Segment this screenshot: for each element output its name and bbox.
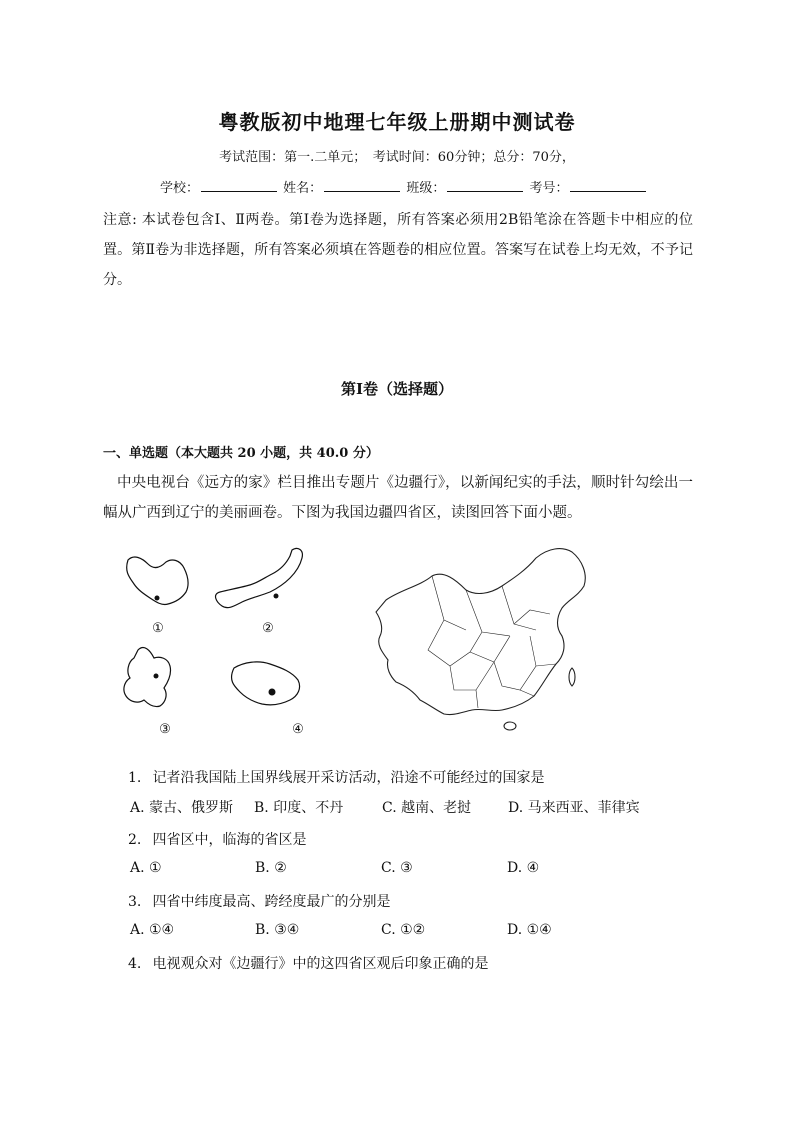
question-3 (128, 891, 390, 911)
class-label: 班级： (406, 181, 446, 196)
option-1a[interactable]: A. 蒙古、俄罗斯 (130, 800, 234, 816)
name-blank[interactable] (324, 179, 400, 192)
province-3-outline (124, 648, 171, 707)
student-info-fields (160, 177, 648, 196)
option-2b[interactable]: B. ② (255, 860, 287, 876)
question-3-number: 3. (128, 894, 142, 910)
question-1-text: 记者沿我国陆上国界线展开采访活动，沿途不可能经过的国家是 (152, 770, 545, 786)
option-2d[interactable]: D. ④ (507, 860, 540, 876)
school-blank[interactable] (201, 179, 277, 192)
name-label: 姓名： (283, 181, 323, 196)
label-1: ① (152, 621, 164, 636)
option-3d[interactable]: D. ①④ (507, 922, 552, 938)
question-2-options (130, 860, 690, 876)
label-4: ④ (292, 722, 304, 737)
school-label: 学校： (160, 181, 200, 196)
option-2a[interactable]: A. ① (130, 860, 162, 876)
exam-no-label: 考号： (529, 181, 569, 196)
question-1 (128, 767, 544, 787)
option-2c[interactable]: C. ③ (381, 860, 413, 876)
option-3b[interactable]: B. ③④ (255, 922, 300, 938)
question-2-number: 2. (128, 832, 142, 848)
question-1-number: 1. (128, 770, 142, 786)
label-2: ② (262, 621, 274, 636)
question-3-options (130, 922, 690, 938)
china-map (376, 549, 585, 730)
question-type-heading: 一、单选题（本大题共 20 小题，共 40.0 分） (103, 446, 379, 461)
question-2-text: 四省区中，临海的省区是 (152, 832, 307, 848)
province-4-outline (232, 662, 300, 705)
class-blank[interactable] (447, 179, 523, 192)
exam-no-blank[interactable] (570, 179, 646, 192)
option-3c[interactable]: C. ①② (381, 922, 426, 938)
question-4 (128, 953, 488, 973)
exam-info: 考试范围：第一.二单元； 考试时间：60分钟；总分：70分， (219, 150, 575, 165)
province-2-outline (216, 548, 303, 607)
label-3: ③ (159, 722, 171, 737)
option-1b[interactable]: B. 印度、不丹 (254, 800, 344, 816)
question-2 (128, 829, 306, 849)
section-title: 第Ⅰ卷（选择题） (340, 380, 454, 398)
exam-note: 注意: 本试卷包含Ⅰ、Ⅱ两卷。第Ⅰ卷为选择题，所有答案必须用2B铅笔涂在答题卡中相应的位置。第Ⅱ卷为非选择题，所有答案必须填在答题卷的相应位置。答案写在试卷上均无效，不予记分。 (103, 212, 693, 288)
question-3-text: 四省中纬度最高、跨经度最广的分别是 (152, 894, 391, 910)
option-1d[interactable]: D. 马来西亚、菲律宾 (508, 800, 640, 816)
page-title: 粤教版初中地理七年级上册期中测试卷 (218, 110, 576, 134)
option-3a[interactable]: A. ①④ (130, 922, 175, 938)
option-1c[interactable]: C. 越南、老挝 (382, 800, 472, 816)
question-stem: 中央电视台《远方的家》栏目推出专题片《边疆行》，以新闻纪实的手法，顺时针勾绘出一幅从广西到辽宁的美丽画卷。下图为我国边疆四省区，读图回答下面小题。 (103, 475, 693, 521)
question-4-number: 4. (128, 956, 142, 972)
question-1-options (130, 797, 690, 817)
province-map-figure (110, 540, 630, 740)
question-4-text: 电视观众对《边疆行》中的这四省区观后印象正确的是 (152, 956, 489, 972)
